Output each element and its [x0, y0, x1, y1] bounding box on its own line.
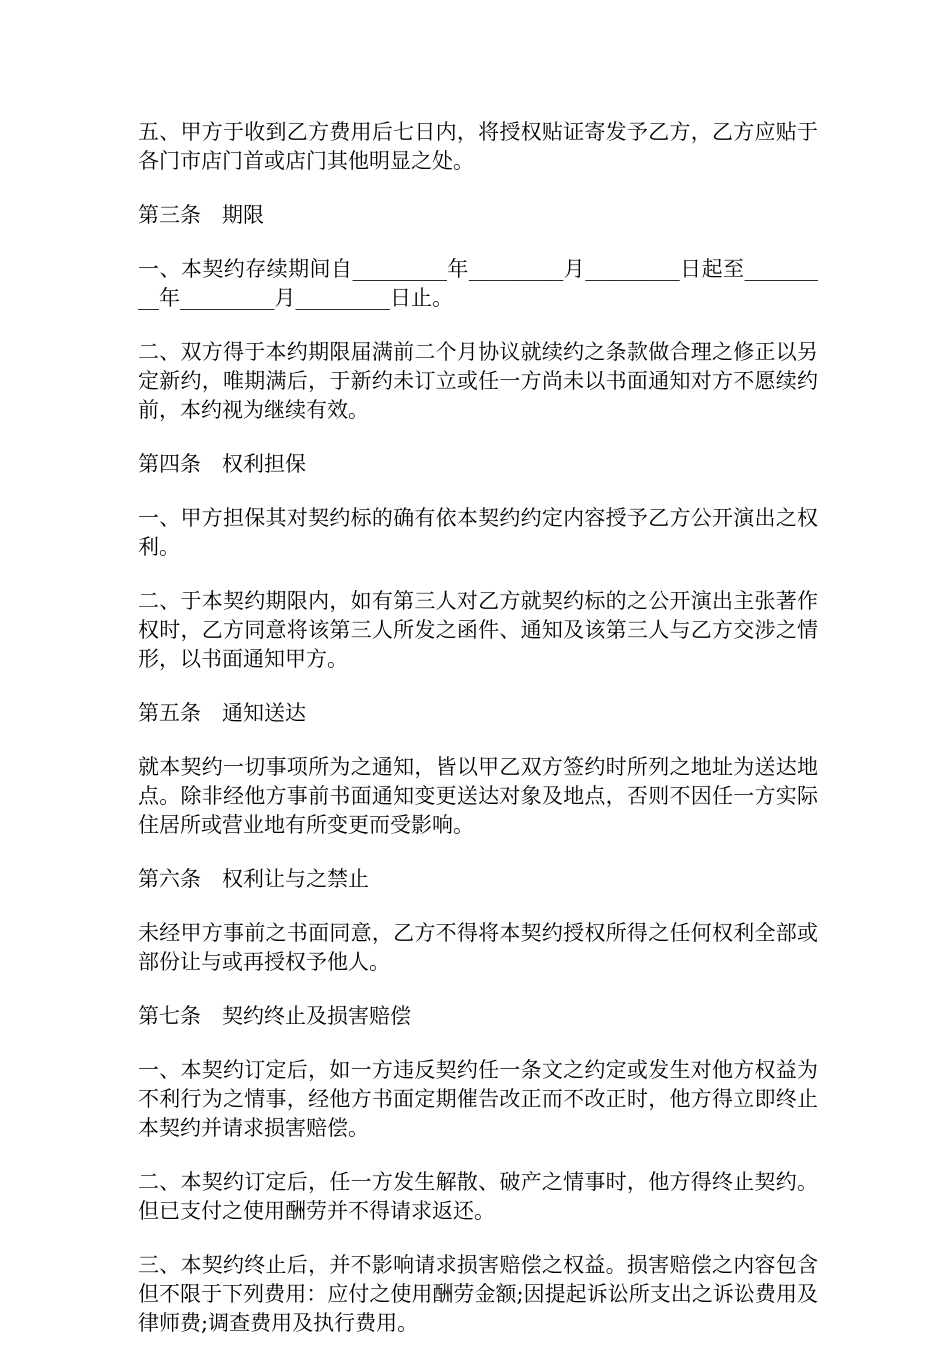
warranty-paragraph-1: 一、甲方担保其对契约标的确有依本契约约定内容授予乙方公开演出之权利。 [138, 506, 818, 559]
contract-page [138, 118, 818, 1363]
article-7-heading: 第七条 契约终止及损害赔偿 [138, 1004, 411, 1028]
article-3-heading: 第三条 期限 [138, 203, 264, 227]
notice-paragraph: 就本契约一切事项所为之通知，皆以甲乙双方签约时所列之地址为送达地点。除非经他方事前书面通知变更送达对象及地点，否则不因任一方实际住居所或营业地有所变更而受影响。 [138, 755, 818, 837]
article-6-heading: 第六条 权利让与之禁止 [138, 867, 369, 891]
termination-paragraph-1: 一、本契约订定后，如一方违反契约任一条文之约定或发生对他方权益为不利行为之情事，经他方书面定期催告改正而不改正时，他方得立即终止本契约并请求损害赔偿。 [138, 1058, 818, 1140]
clause-5-paragraph: 五、甲方于收到乙方费用后七日内，将授权贴证寄发予乙方，乙方应贴于各门市店门首或店门其他明显之处。 [138, 120, 818, 173]
renewal-paragraph: 二、双方得于本约期限届满前二个月协议就续约之条款做合理之修正以另定新约，唯期满后，于新约未订立或任一方尚未以书面通知对方不愿续约前，本约视为继续有效。 [138, 340, 818, 422]
termination-paragraph-3: 三、本契约终止后，并不影响请求损害赔偿之权益。损害赔偿之内容包含但不限于下列费用：应付之使用酬劳金额;因提起诉讼所支出之诉讼费用及律师费;调查费用及执行费用。 [138, 1253, 818, 1335]
term-period-paragraph: 一、本契约存续期间自_________年_________月_________日起至_________年_________月_________日止。 [138, 257, 818, 310]
article-5-heading: 第五条 通知送达 [138, 701, 306, 725]
assignment-paragraph: 未经甲方事前之书面同意，乙方不得将本契约授权所得之任何权利全部或部份让与或再授权予他人。 [138, 921, 818, 974]
article-4-heading: 第四条 权利担保 [138, 452, 306, 476]
warranty-paragraph-2: 二、于本契约期限内，如有第三人对乙方就契约标的之公开演出主张著作权时，乙方同意将该第三人所发之函件、通知及该第三人与乙方交涉之情形，以书面通知甲方。 [138, 589, 818, 671]
termination-paragraph-2: 二、本契约订定后，任一方发生解散、破产之情事时，他方得终止契约。但已支付之使用酬劳并不得请求返还。 [138, 1170, 818, 1223]
